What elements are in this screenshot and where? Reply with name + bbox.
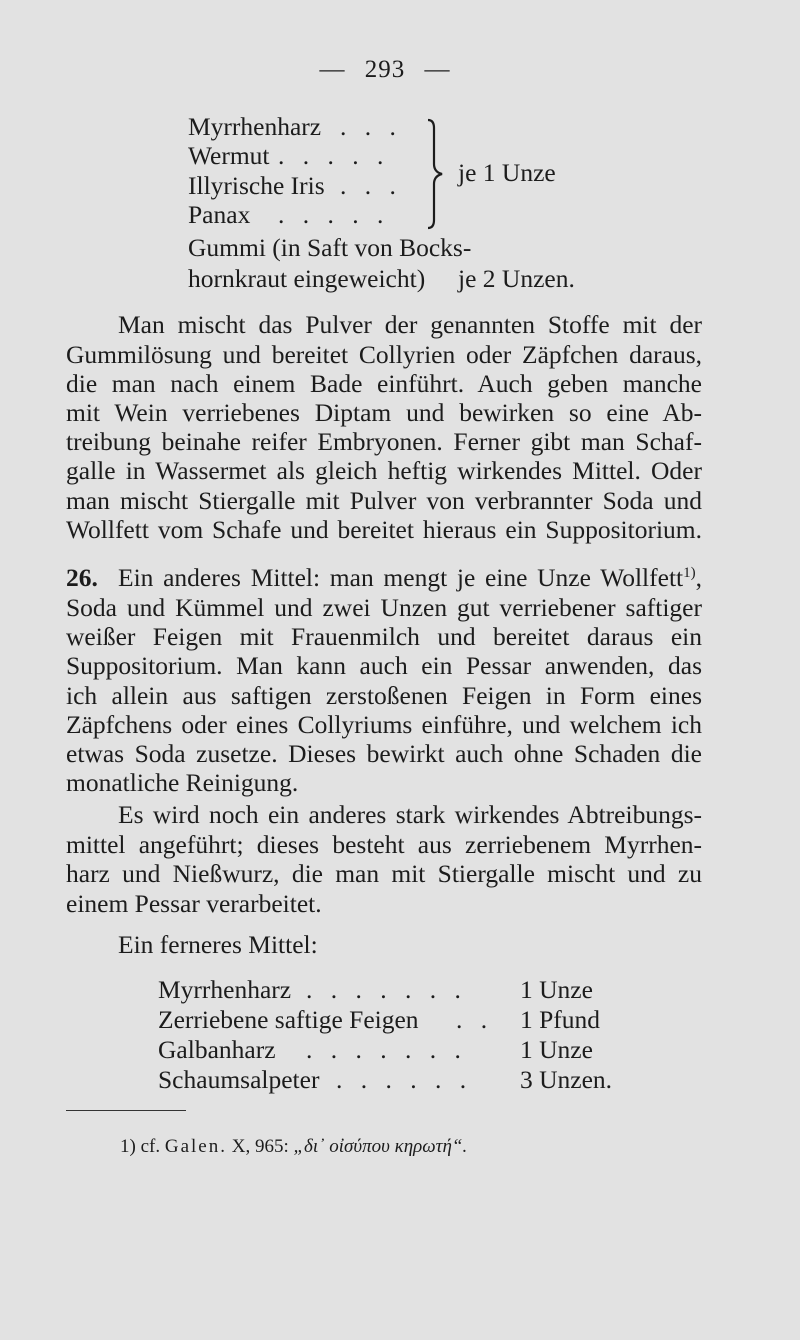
text-line: Gummilösung und bereitet Collyrien oder Zäpfchen daraus, (66, 340, 702, 369)
ingredient-name: Galbanharz (158, 1035, 276, 1064)
ingredient-name: Myrrhenharz (158, 975, 292, 1004)
text-line: Wollfett vom Schafe und bereitet hieraus ein Suppositorium. (66, 515, 702, 544)
text-line: Soda und Kümmel und zwei Unzen gut verriebener saftiger (66, 593, 702, 622)
text-line: etwas Soda zusetze. Dieses bewirkt auch ohne Schaden die (66, 739, 702, 768)
header-dash-left: — (319, 56, 346, 83)
text-line: Suppositorium. Man kann auch ein Pessar anwenden, das (66, 651, 702, 680)
text-line: treibung beinahe reifer Embryonen. Ferner gibt man Schaf- (66, 427, 702, 456)
ingredient-name: Myrrhenharz (188, 112, 322, 141)
gummi-quantity: je 2 Unzen. (458, 264, 575, 293)
ingredient-qty: 1 Unze (520, 1035, 593, 1064)
footnote-marker: 1) (120, 1136, 136, 1157)
gummi-line-2: hornkraut eingeweicht) (188, 264, 426, 293)
footnote-prefix: cf. (140, 1136, 161, 1157)
leader-dots: . . . (340, 171, 402, 200)
recipe1-item (188, 200, 390, 230)
page-number: 293 (364, 56, 406, 83)
text-line: Zäpfchens oder eines Collyriums einführe, und welchem ich (66, 710, 702, 739)
recipe1-item (188, 171, 402, 201)
text-line: mittel angeführt; dieses besteht aus zerriebenem Myrrhen- (66, 830, 702, 859)
recipe2-item (158, 1035, 467, 1065)
section26-first-line (118, 563, 702, 593)
footnote-author: Galen. (164, 1136, 227, 1157)
ingredient-name: Illyrische Iris (188, 171, 325, 200)
recipe2-intro: Ein ferneres Mittel: (118, 930, 318, 959)
group-quantity: je 1 Unze (458, 158, 556, 187)
text-span: , (695, 563, 702, 592)
text-line: monatliche Reinigung. (66, 768, 299, 797)
footnote (120, 1136, 467, 1158)
footnote-ref: X, 965: (231, 1136, 289, 1157)
leader-dots: . . . (340, 112, 402, 141)
ingredient-name: Wermut (188, 141, 270, 170)
ingredient-name: Panax (188, 200, 251, 229)
text-line: Man mischt das Pulver der genannten Stoffe mit der (118, 310, 702, 339)
header-dash-right: — (424, 56, 451, 83)
text-span: Ein anderes Mittel: man mengt je eine Unze Wollfett (118, 563, 684, 592)
footnote-rule (66, 1110, 186, 1111)
gummi-line-1: Gummi (in Saft von Bocks- (188, 233, 472, 262)
footnote-ref: 1) (683, 565, 696, 581)
text-line: man mischt Stiergalle mit Pulver von verbrannter Soda und (66, 486, 702, 515)
leader-dots: . . (456, 1005, 494, 1034)
ingredient-qty: 1 Unze (520, 975, 593, 1004)
curly-brace-icon (424, 118, 446, 230)
text-line: mit Wein verriebenes Diptam und bewirken so eine Ab- (66, 398, 702, 427)
recipe1-item (188, 141, 390, 171)
ingredient-name: Schaumsalpeter (158, 1065, 320, 1094)
text-line: Es wird noch ein anderes stark wirkendes Abtreibungs- (118, 800, 702, 829)
text-line: ich allein aus saftigen zerstoßenen Feigen in Form eines (66, 681, 702, 710)
leader-dots: . . . . . (278, 200, 390, 229)
recipe2-item (158, 1005, 494, 1035)
text-line: harz und Nießwurz, die man mit Stiergalle mischt und zu (66, 859, 702, 888)
leader-dots: . . . . . . (336, 1065, 473, 1094)
ingredient-qty: 3 Unzen. (520, 1065, 613, 1094)
page-header (0, 56, 770, 84)
text-line: einem Pessar verarbeitet. (66, 889, 322, 918)
recipe2-item (158, 1065, 473, 1095)
recipe1-item (188, 112, 402, 142)
ingredient-name: Zerriebene saftige Feigen (158, 1005, 419, 1034)
text-line: die man nach einem Bade einführt. Auch geben manche (66, 369, 702, 398)
leader-dots: . . . . . . . (306, 1035, 467, 1064)
footnote-quote: „δι᾽ οἰσύπου κηρωτή“. (293, 1136, 468, 1157)
recipe2-item (158, 975, 467, 1005)
text-line: weißer Feigen mit Frauenmilch und bereitet daraus ein (66, 622, 702, 651)
ingredient-qty: 1 Pfund (520, 1005, 601, 1034)
section-number: 26. (66, 563, 98, 592)
leader-dots: . . . . . (278, 141, 390, 170)
text-line: galle in Wassermet als gleich heftig wirkendes Mittel. Oder (66, 456, 702, 485)
leader-dots: . . . . . . . (306, 975, 467, 1004)
